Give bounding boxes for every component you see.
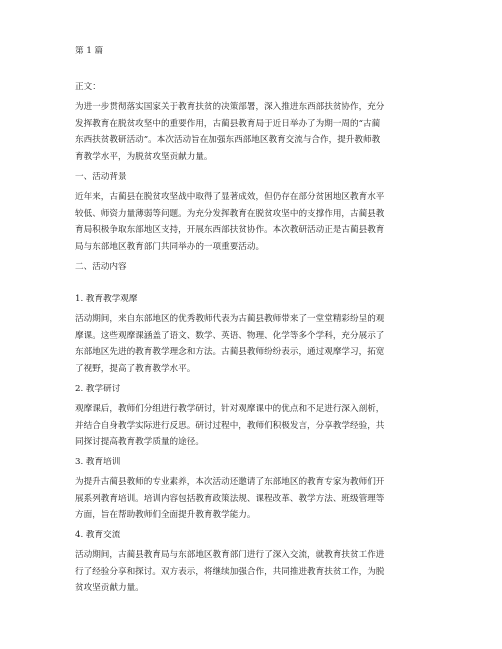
exchange-paragraph — [75, 547, 435, 597]
subsection-heading-observation: 1. 教育教学观摩 — [75, 294, 138, 304]
subsection-heading-discussion: 2. 教学研讨 — [75, 384, 121, 394]
text-line: 较低、师资力量薄弱等问题。为充分发挥教育在脱贫攻坚中的支撑作用，古蔺县教 — [75, 208, 385, 219]
text-line: 方面，旨在帮助教师们全面提升教育教学能力。 — [75, 510, 256, 520]
text-line: 为提升古蔺县教师的专业素养，本次活动还邀请了东部地区的教育专家为教师们开 — [75, 477, 385, 487]
text-line: 摩课。这些观摩课涵盖了语文、数学、英语、物理、化学等多个学科，充分展示了 — [75, 330, 385, 341]
background-paragraph — [75, 189, 435, 255]
body-label: 正文： — [75, 82, 101, 92]
text-line: 展系列教育培训。培训内容包括教育政策法规、课程改革、教学方法、班级管理等 — [75, 493, 385, 504]
section-heading-background: 一、活动背景 — [75, 172, 127, 182]
text-line: 育教学水平，为脱贫攻坚贡献力量。 — [75, 151, 213, 162]
chapter-heading: 第 1 篇 — [75, 46, 104, 56]
text-line: 了视野，提高了教育教学水平。 — [75, 363, 196, 374]
text-line: 育局积极争取东部地区支持，开展东西部扶贫协作。本次教研活动正是古蔺县教育 — [75, 225, 385, 235]
training-paragraph — [75, 474, 435, 524]
section-heading-content: 二、活动内容 — [75, 262, 127, 272]
text-line: 活动期间，古蔺县教育局与东部地区教育部门进行了深入交流，就教育扶贫工作进 — [75, 550, 385, 560]
text-line: 局与东部地区教育部门共同举办的一项重要活动。 — [75, 241, 265, 252]
text-line: 东部地区先进的教育教学理念和方法。古蔺县教师纷纷表示，通过观摩学习，拓宽 — [75, 347, 385, 357]
intro-paragraph — [75, 99, 435, 165]
text-line: 并结合自身教学实际进行反思。研讨过程中，教师们积极发言，分享教学经验，共 — [75, 420, 385, 431]
subsection-heading-exchange: 4. 教育交流 — [75, 530, 121, 540]
text-line: 同探讨提高教育教学质量的途径。 — [75, 437, 204, 447]
text-line: 东西扶贫教研活动”。本次活动旨在加强东西部地区教育交流与合作，提升教师教 — [75, 135, 381, 145]
text-line: 观摩课后，教师们分组进行教学研讨，针对观摩课中的优点和不足进行深入剖析， — [75, 404, 385, 414]
text-line: 行了经验分享和探讨。双方表示，将继续加强合作，共同推进教育扶贫工作，为脱 — [75, 566, 385, 577]
subsection-heading-training: 3. 教育培训 — [75, 457, 121, 467]
discussion-paragraph — [75, 401, 435, 451]
text-line: 活动期间，来自东部地区的优秀教师代表为古蔺县教师带来了一堂堂精彩纷呈的观 — [75, 314, 385, 324]
observation-paragraph — [75, 311, 435, 377]
text-line: 发挥教育在脱贫攻坚中的重要作用，古蔺县教育局于近日举办了为期一周的“古蔺 — [75, 118, 381, 129]
text-line: 为进一步贯彻落实国家关于教育扶贫的决策部署，深入推进东西部扶贫协作，充分 — [75, 102, 385, 112]
text-line: 近年来，古蔺县在脱贫攻坚战中取得了显著成效，但仍存在部分贫困地区教育水平 — [75, 192, 385, 202]
text-line: 贫攻坚贡献力量。 — [75, 583, 144, 593]
